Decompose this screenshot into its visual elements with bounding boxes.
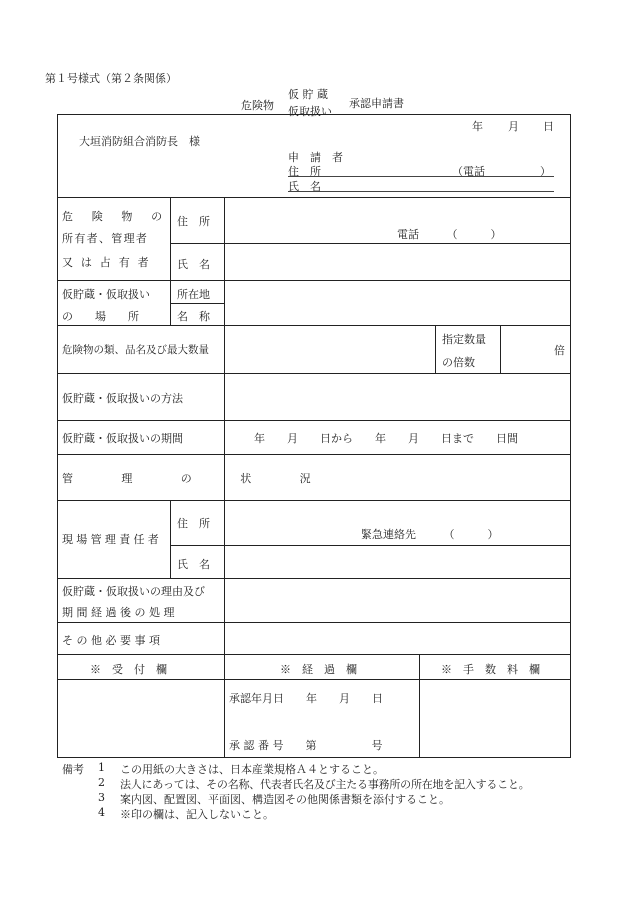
rule [57, 622, 571, 623]
applicant-label: 申 請 者 [288, 151, 343, 164]
address-underline [288, 176, 554, 177]
progress-header: ※ 経 過 欄 [280, 663, 357, 676]
rule [57, 280, 571, 281]
notes-heading: 備考 [62, 763, 84, 776]
date-day: 日 [543, 120, 554, 133]
rule [57, 500, 571, 501]
note-num: 2 [98, 776, 105, 789]
note-text: 案内図、配置図、平面図、構造図その他関係書類を添付すること。 [120, 793, 450, 806]
rule [57, 578, 571, 579]
manager-label: 現場管理責任者 [62, 533, 163, 546]
manager-name-label: 氏 名 [177, 558, 210, 571]
date-year: 年 [472, 120, 483, 133]
applicant-name-label: 氏 名 [288, 180, 321, 193]
approval-date: 承認年月日 年 月 日 [229, 692, 383, 705]
period-value: 年 月 日から 年 月 日まで 日間 [254, 432, 518, 445]
title-suffix: 承認申請書 [349, 97, 404, 110]
multiple-label-1: 指定数量 [442, 333, 486, 346]
owner-label-3: 又 は 占 有 者 [62, 256, 151, 269]
owner-label-1: 危 険 物 の [62, 210, 166, 223]
rule [500, 325, 501, 373]
management-label: 管 理 の 状 況 [62, 472, 330, 485]
rule [224, 679, 225, 758]
rule [170, 243, 571, 244]
reception-header: ※ 受 付 欄 [90, 663, 167, 676]
place-label-2: の 場 所 [62, 310, 139, 323]
rule [170, 303, 224, 304]
rule [57, 373, 571, 374]
rule [224, 197, 225, 679]
note-num: 1 [98, 761, 105, 774]
approval-number: 承 認 番 号 第 号 [229, 739, 383, 752]
rule [57, 197, 571, 198]
place-location-label: 所在地 [177, 288, 210, 301]
date-month: 月 [508, 120, 519, 133]
rule [170, 545, 571, 546]
multiple-label-2: の倍数 [442, 356, 475, 369]
place-label-1: 仮貯蔵・仮取扱い [62, 288, 150, 301]
owner-phone: 電話 （ ） [397, 228, 502, 241]
owner-name-label: 氏 名 [177, 258, 210, 271]
rule [170, 197, 171, 325]
period-label: 仮貯蔵・仮取扱いの期間 [62, 432, 183, 445]
owner-address-label: 住 所 [177, 215, 210, 228]
note-text: ※印の欄は、記入しないこと。 [120, 808, 274, 821]
rule [170, 500, 171, 578]
reason-label-1: 仮貯蔵・仮取扱いの理由及び [62, 585, 205, 598]
fee-header: ※ 手 数 料 欄 [441, 663, 540, 676]
rule [419, 654, 420, 758]
note-text: この用紙の大きさは、日本産業規格Ａ４とすること。 [120, 763, 384, 776]
class-label: 危険物の類、品名及び最大数量 [62, 344, 209, 356]
manager-contact: 緊急連絡先 （ ） [361, 528, 499, 541]
rule [57, 654, 571, 655]
title-upper: 仮 貯 蔵 [288, 88, 328, 101]
method-label: 仮貯蔵・仮取扱いの方法 [62, 392, 183, 405]
manager-address-label: 住 所 [177, 517, 210, 530]
rule [57, 420, 571, 421]
rule [57, 679, 571, 680]
other-label: そ の 他 必 要 事 項 [62, 634, 160, 647]
title-lower: 仮取扱い [288, 105, 332, 118]
reason-label-2: 期 間 経 過 後 の 処 理 [62, 606, 175, 619]
rule [435, 325, 436, 373]
place-name-label: 名 称 [177, 310, 210, 323]
name-underline [288, 191, 554, 192]
applicant-address-label: 住 所 [288, 165, 321, 178]
owner-label-2: 所有者、管理者 [62, 232, 149, 245]
multiple-unit: 倍 [554, 344, 565, 357]
rule [57, 454, 571, 455]
note-num: 4 [98, 806, 105, 819]
note-num: 3 [98, 791, 105, 804]
note-text: 法人にあっては、その名称、代表者氏名及び主たる事務所の所在地を記入すること。 [120, 778, 530, 791]
title-prefix: 危険物 [241, 99, 274, 112]
applicant-phone: （電話 ） [452, 165, 551, 178]
rule [57, 325, 571, 326]
form-label: 第１号様式（第２条関係） [45, 72, 177, 85]
addressee: 大垣消防組合消防長 様 [79, 135, 200, 148]
